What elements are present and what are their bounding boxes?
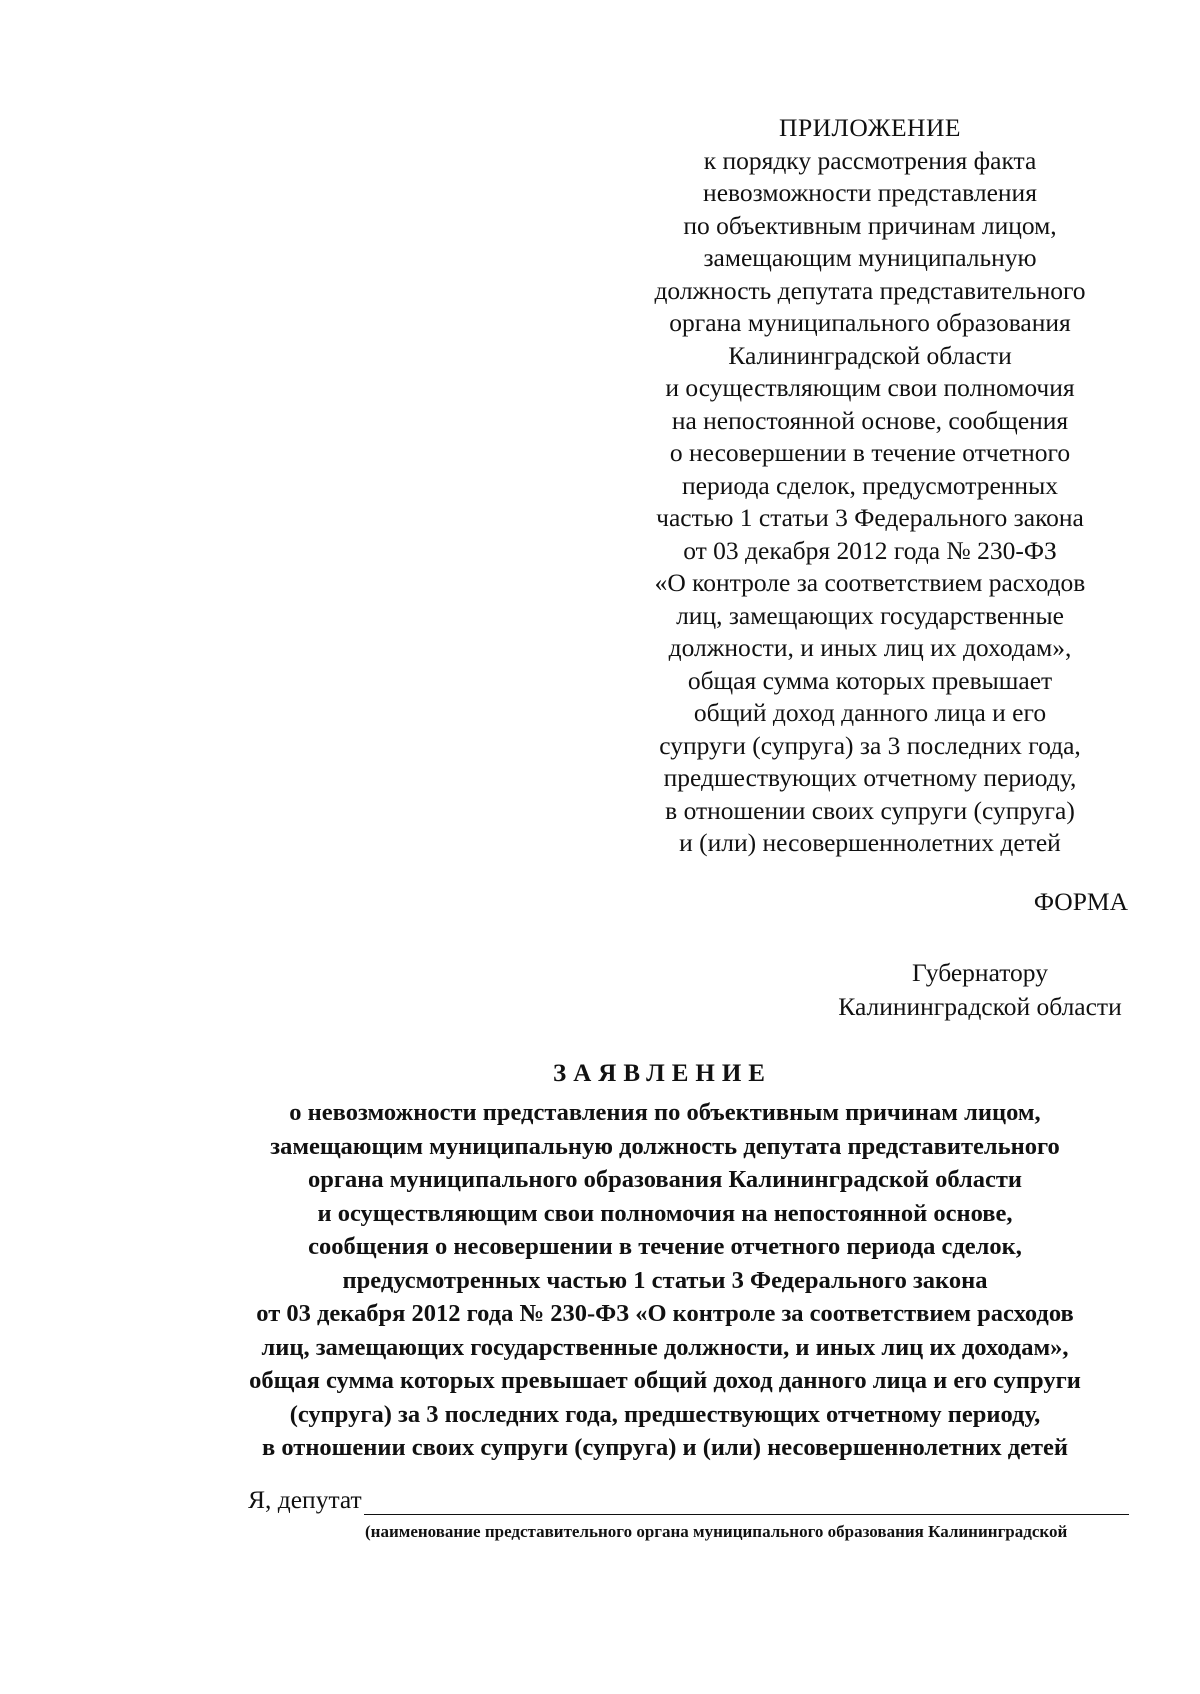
appendix-line: общая сумма которых превышает <box>687 665 1053 695</box>
appendix-line: должности, и иных лиц их доходам», <box>668 633 1072 662</box>
appendix-line: и осуществляющим свои полномочия <box>665 373 1075 402</box>
appendix-line: от 03 декабря 2012 года № 230-ФЗ <box>683 535 1057 565</box>
appendix-line: в отношении своих супруги (супруга) <box>665 795 1075 825</box>
statement-title: ЗАЯВЛЕНИЕ <box>553 1060 772 1087</box>
appendix-line: органа муниципального образования <box>669 308 1071 337</box>
appendix-line: лиц, замещающих государственные <box>676 600 1064 630</box>
appendix-line: и (или) несовершеннолетних детей <box>679 828 1061 857</box>
appendix-line: на непостоянной основе, сообщения <box>671 405 1069 435</box>
appendix-line: к порядку рассмотрения факта <box>703 145 1037 175</box>
appendix-line: о несовершении в течение отчетного <box>669 438 1071 467</box>
addressee-line: Калининградской области <box>838 992 1122 1021</box>
deputy-line <box>248 1485 1129 1515</box>
statement-line: и осуществляющим свои полномочия на непостоянной основе, <box>317 1199 1013 1227</box>
statement-line: (супруга) за 3 последних года, предшествующих отчетному периоду, <box>289 1400 1041 1428</box>
appendix-line: «О контроле за соответствием расходов <box>654 568 1086 597</box>
appendix-line: супруги (супруга) за 3 последних года, <box>659 730 1081 760</box>
statement-line: от 03 декабря 2012 года № 230-ФЗ «О контроле за соответствием расходов <box>256 1300 1074 1327</box>
appendix-title: ПРИЛОЖЕНИЕ <box>779 113 961 142</box>
statement-line: общая сумма которых превышает общий доход данного лица и его супруги <box>249 1367 1081 1394</box>
appendix-line: должность депутата представительного <box>654 275 1086 305</box>
appendix-line: замещающим муниципальную <box>703 243 1037 272</box>
appendix-line: Калининградской области <box>728 340 1012 370</box>
appendix-line: предшествующих отчетному периоду, <box>663 763 1077 792</box>
statement-line: предусмотренных частью 1 статьи 3 Федерального закона <box>342 1266 988 1294</box>
appendix-line: по объективным причинам лицом, <box>683 210 1057 240</box>
statement-body <box>150 1096 1180 1465</box>
appendix-line: периода сделок, предусмотренных <box>682 470 1058 500</box>
form-label: ФОРМА <box>1033 887 1128 916</box>
deputy-prefix: Я, депутат <box>248 1485 362 1514</box>
addressee-line: Губернатору <box>912 958 1048 987</box>
statement-line: органа муниципального образования Калининградской области <box>307 1166 1023 1193</box>
appendix-line: невозможности представления <box>703 178 1037 207</box>
statement-line: сообщения о несовершении в течение отчетного периода сделок, <box>308 1233 1022 1260</box>
statement-line: замещающим муниципальную должность депутата представительного <box>270 1132 1060 1160</box>
deputy-blank-field[interactable] <box>364 1490 1129 1515</box>
statement-line: в отношении своих супруги (супруга) и (или) несовершеннолетних детей <box>262 1434 1068 1461</box>
addressee-block <box>820 956 1140 1024</box>
statement-line: о невозможности представления по объективным причинам лицом, <box>289 1099 1041 1126</box>
appendix-block <box>600 112 1140 860</box>
appendix-line: общий доход данного лица и его <box>693 698 1047 727</box>
appendix-line: частью 1 статьи 3 Федерального закона <box>656 503 1084 532</box>
statement-line: лиц, замещающих государственные должности, и иных лиц их доходам», <box>261 1333 1069 1361</box>
deputy-field-caption: (наименование представительного органа муниципального образования Калининградской <box>365 1522 1068 1541</box>
